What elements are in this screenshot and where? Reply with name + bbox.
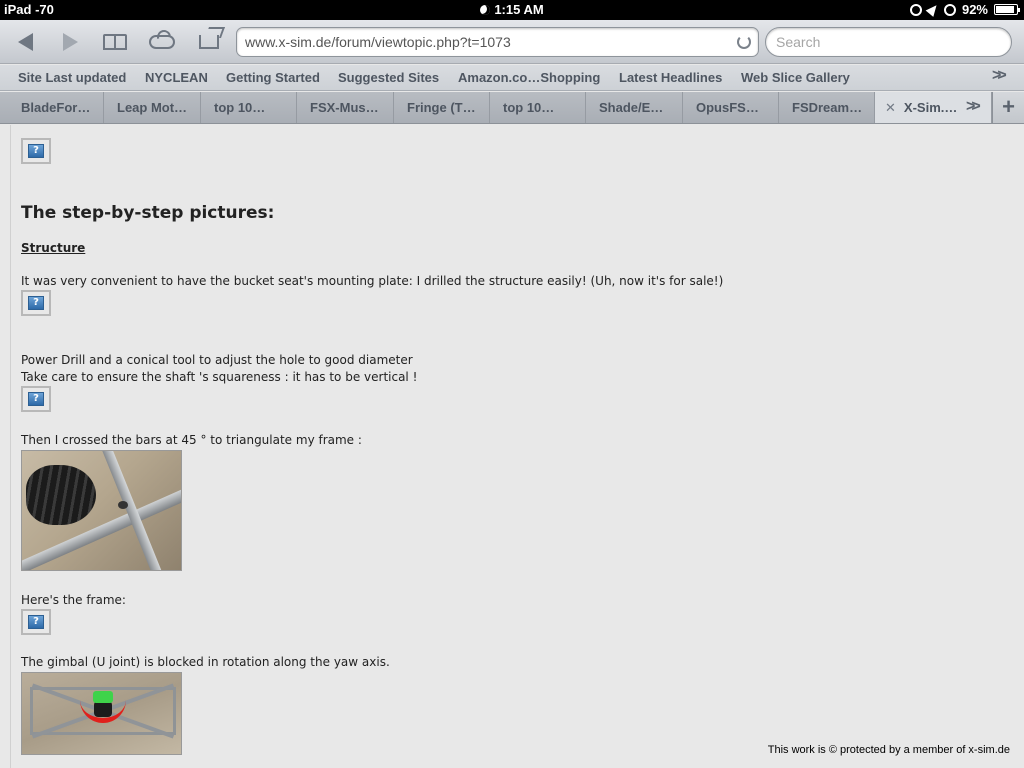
page-heading: The step-by-step pictures: bbox=[21, 203, 275, 223]
broken-image[interactable] bbox=[21, 290, 51, 316]
paragraph-2a: Power Drill and a conical tool to adjust the hole to good diameter bbox=[21, 353, 413, 367]
paragraph-4: Here's the frame: bbox=[21, 593, 126, 607]
book-icon bbox=[103, 34, 127, 50]
forward-button[interactable] bbox=[55, 28, 85, 56]
tab-6[interactable]: top 10… bbox=[490, 92, 586, 123]
back-arrow-icon bbox=[18, 33, 33, 51]
page-content bbox=[10, 125, 1013, 768]
paragraph-1: It was very convenient to have the bucket seat's mounting plate: I drilled the structure easily! (Uh, now it's for sale!) bbox=[21, 274, 724, 288]
tab-8[interactable]: OpusFS… bbox=[683, 92, 779, 123]
location-icon bbox=[926, 2, 941, 17]
forward-arrow-icon bbox=[63, 33, 78, 51]
broken-image-icon: ? bbox=[28, 144, 44, 158]
time-label: 1:15 AM bbox=[494, 2, 544, 17]
cloud-icon bbox=[149, 35, 175, 49]
bookmark-latest-headlines[interactable]: Latest Headlines bbox=[619, 70, 723, 85]
broken-image[interactable] bbox=[21, 609, 51, 635]
reload-icon[interactable] bbox=[737, 35, 751, 49]
share-icon bbox=[199, 35, 219, 49]
status-right bbox=[910, 2, 1018, 17]
bookmark-getting-started[interactable]: Getting Started bbox=[226, 70, 320, 85]
copyright-notice: This work is © protected by a member of x-sim.de bbox=[767, 744, 1010, 756]
bookmark-web-slice-gallery[interactable]: Web Slice Gallery bbox=[741, 70, 850, 85]
paragraph-5: The gimbal (U joint) is blocked in rotation along the yaw axis. bbox=[21, 655, 390, 669]
address-url: www.x-sim.de/forum/viewtopic.php?t=1073 bbox=[245, 34, 511, 50]
bookmarks-bar bbox=[0, 65, 1024, 91]
status-time bbox=[0, 2, 1024, 17]
tab-7[interactable]: Shade/E… bbox=[586, 92, 683, 123]
bookmark-nyclean[interactable]: NYCLEAN bbox=[145, 70, 208, 85]
bookmark-site-last-updated[interactable]: Site Last updated bbox=[18, 70, 127, 85]
bookmark-amazon[interactable]: Amazon.co…Shopping bbox=[458, 70, 601, 85]
tab-bar bbox=[0, 92, 1024, 124]
tab-9[interactable]: FSDream… bbox=[779, 92, 875, 123]
paragraph-3: Then I crossed the bars at 45 ° to triangulate my frame : bbox=[21, 433, 362, 447]
back-button[interactable] bbox=[10, 28, 40, 56]
tab-3[interactable]: top 10… bbox=[201, 92, 297, 123]
tabs-overflow-icon[interactable]: >> bbox=[966, 98, 977, 115]
broken-image-icon: ? bbox=[28, 392, 44, 406]
icloud-tabs-button[interactable] bbox=[147, 28, 177, 56]
new-tab-button[interactable]: + bbox=[992, 92, 1024, 123]
tab-4[interactable]: FSX-Mus… bbox=[297, 92, 394, 123]
moon-icon bbox=[480, 5, 490, 15]
bookmarks-overflow-icon[interactable]: >> bbox=[992, 67, 1003, 84]
gimbal-photo[interactable] bbox=[21, 672, 182, 755]
section-heading: Structure bbox=[21, 241, 86, 255]
alarm-icon bbox=[944, 4, 956, 16]
carrier-label: iPad -70 bbox=[4, 2, 54, 17]
broken-image[interactable] bbox=[21, 386, 51, 412]
battery-percent: 92% bbox=[961, 2, 988, 17]
frame-bars-photo[interactable] bbox=[21, 450, 182, 571]
tab-2[interactable]: Leap Mot… bbox=[104, 92, 201, 123]
broken-image-icon: ? bbox=[28, 615, 44, 629]
paragraph-2b: Take care to ensure the shaft 's squareness : it has to be vertical ! bbox=[21, 370, 418, 384]
close-tab-icon[interactable]: ✕ bbox=[885, 100, 896, 115]
share-button[interactable] bbox=[194, 28, 224, 56]
broken-image-icon: ? bbox=[28, 296, 44, 310]
tab-1[interactable]: BladeFor… bbox=[0, 92, 104, 123]
tab-active-label: X-Sim.… bbox=[903, 100, 958, 115]
battery-icon bbox=[994, 4, 1018, 15]
address-bar[interactable] bbox=[236, 27, 759, 57]
search-input[interactable]: Search bbox=[765, 27, 1012, 57]
tab-5[interactable]: Fringe (T… bbox=[394, 92, 490, 123]
bookmarks-button[interactable] bbox=[100, 28, 130, 56]
rotation-lock-icon bbox=[910, 4, 922, 16]
status-bar bbox=[0, 0, 1024, 20]
battery-fill bbox=[996, 6, 1014, 13]
broken-image[interactable] bbox=[21, 138, 51, 164]
bookmark-suggested-sites[interactable]: Suggested Sites bbox=[338, 70, 440, 85]
